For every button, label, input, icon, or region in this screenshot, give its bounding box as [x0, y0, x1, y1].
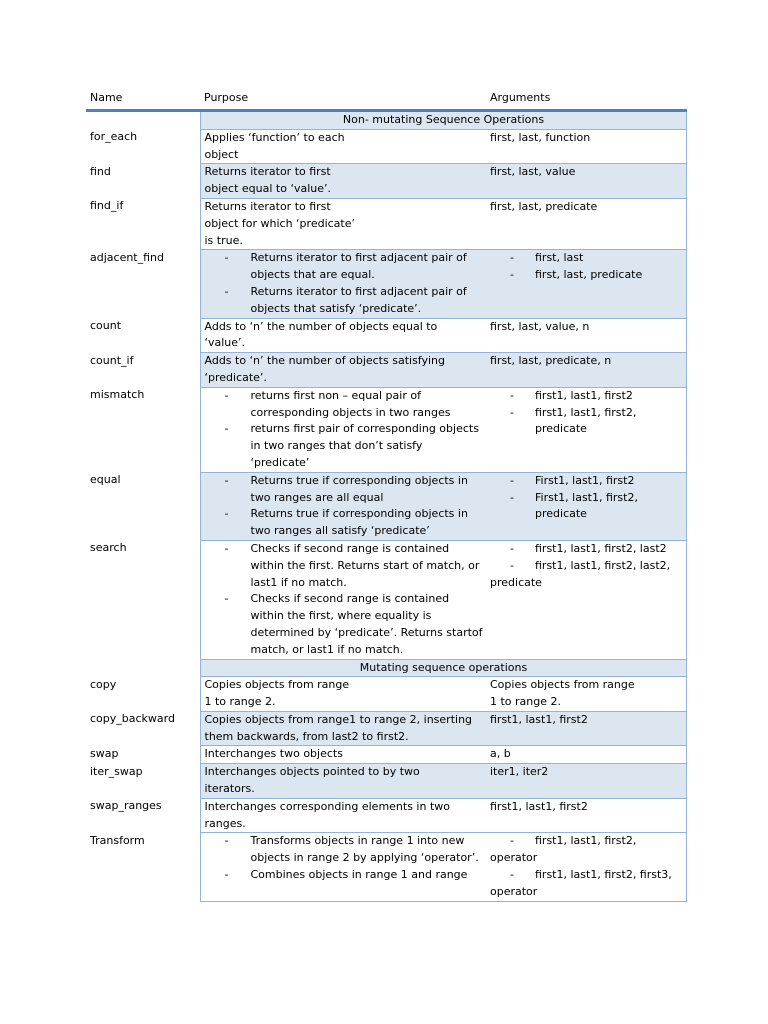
- section-title-non-mutating: Non- mutating Sequence Operations: [200, 111, 686, 130]
- row-name: for_each: [90, 130, 138, 144]
- arguments-list: [490, 867, 683, 884]
- purpose-list: [205, 473, 484, 540]
- row-arguments: [486, 387, 686, 472]
- argument-continuation: predicate: [490, 575, 542, 589]
- row-purpose: Adds to ‘n’ the number of objects satisfying ‘predicate’.: [200, 353, 486, 388]
- row-arguments: first, last, predicate: [486, 198, 686, 249]
- row-name: swap_ranges: [90, 799, 162, 813]
- table-row-equal: [86, 472, 686, 540]
- row-arguments: first1, last1, first2: [486, 711, 686, 746]
- row-arguments: [486, 250, 686, 318]
- row-name: adjacent_find: [90, 250, 165, 264]
- row-purpose: [200, 472, 486, 540]
- arguments-list: [490, 541, 683, 575]
- purpose-list: [205, 541, 484, 659]
- row-name: copy: [90, 677, 117, 691]
- section-row-mutating: [86, 659, 686, 677]
- document-page: [86, 90, 686, 902]
- purpose-list: [205, 250, 484, 317]
- row-purpose: [200, 250, 486, 318]
- header-purpose: Purpose: [200, 90, 486, 111]
- table-row-mismatch: [86, 387, 686, 472]
- table-row-transform: [86, 833, 686, 901]
- row-name: count: [90, 319, 122, 333]
- row-purpose: Interchanges corresponding elements in two ranges.: [200, 798, 486, 833]
- stl-algorithms-table: [86, 90, 687, 902]
- row-purpose: Applies ‘function’ to each object: [200, 129, 486, 164]
- row-name: search: [90, 541, 127, 555]
- list-item: - Returns true if corresponding objects in two ranges are all equal: [205, 473, 484, 507]
- list-item: - first1, last1, first2,: [490, 833, 683, 850]
- row-name: swap: [90, 746, 119, 760]
- table-header-row: [86, 90, 686, 111]
- row-name: iter_swap: [90, 764, 143, 778]
- list-item: - returns first pair of corresponding objects in two ranges that don’t satisfy ‘predicate’: [205, 421, 484, 471]
- header-arguments: Arguments: [486, 90, 686, 111]
- arguments-list: [490, 250, 683, 284]
- row-purpose: Interchanges two objects: [200, 746, 486, 764]
- row-name: count_if: [90, 353, 134, 367]
- row-name: copy_backward: [90, 712, 175, 726]
- argument-continuation: operator: [490, 851, 538, 865]
- list-item: - first1, last1, first2, last2,: [490, 558, 683, 575]
- row-arguments: [486, 472, 686, 540]
- row-arguments: iter1, iter2: [486, 764, 686, 799]
- row-name: Transform: [90, 833, 145, 847]
- list-item: - Returns iterator to first adjacent pair of objects that satisfy ‘predicate’.: [205, 284, 484, 318]
- table-row-swap-ranges: [86, 798, 686, 833]
- row-name: mismatch: [90, 388, 145, 402]
- table-row-search: [86, 540, 686, 659]
- list-item: - first1, last1, first2, predicate: [490, 405, 683, 439]
- table-row-copy: [86, 677, 686, 712]
- table-row-adjacent-find: [86, 250, 686, 318]
- argument-continuation: operator: [490, 884, 538, 898]
- section-row-non-mutating: [86, 111, 686, 130]
- list-item: - Transforms objects in range 1 into new objects in range 2 by applying ‘operator’.: [205, 833, 484, 867]
- arguments-list: [490, 388, 683, 438]
- row-name: find: [90, 164, 111, 178]
- purpose-list: [205, 388, 484, 472]
- list-item: - first1, last1, first2, first3,: [490, 867, 683, 884]
- row-arguments: first, last, value: [486, 164, 686, 199]
- arguments-list: [490, 833, 683, 850]
- row-arguments: Copies objects from range 1 to range 2.: [486, 677, 686, 712]
- table-row-find: [86, 164, 686, 199]
- list-item: - First1, last1, first2, predicate: [490, 490, 683, 524]
- list-item: - First1, last1, first2: [490, 473, 683, 490]
- row-purpose: Returns iterator to first object for which ‘predicate’ is true.: [200, 198, 486, 249]
- header-name: Name: [86, 90, 200, 111]
- row-purpose: Copies objects from range1 to range 2, inserting them backwards, from last2 to first2.: [200, 711, 486, 746]
- row-arguments: first, last, function: [486, 129, 686, 164]
- table-row-for-each: [86, 129, 686, 164]
- list-item: - Checks if second range is contained within the first, where equality is determined by ‘predicate’. Returns startof match, or last1 if no match.: [205, 591, 484, 658]
- table-row-find-if: [86, 198, 686, 249]
- list-item: - Checks if second range is contained within the first. Returns start of match, or last1 if no match.: [205, 541, 484, 591]
- list-item: - first, last: [490, 250, 683, 267]
- table-row-count-if: [86, 353, 686, 388]
- row-arguments: [486, 540, 686, 659]
- table-row-iter-swap: [86, 764, 686, 799]
- list-item: - first1, last1, first2: [490, 388, 683, 405]
- row-purpose: Returns iterator to first object equal to ‘value’.: [200, 164, 486, 199]
- arguments-list: [490, 473, 683, 523]
- purpose-list: [205, 833, 484, 883]
- row-arguments: first1, last1, first2: [486, 798, 686, 833]
- list-item: - Returns iterator to first adjacent pair of objects that are equal.: [205, 250, 484, 284]
- table-row-copy-backward: [86, 711, 686, 746]
- row-purpose: [200, 387, 486, 472]
- row-purpose: [200, 540, 486, 659]
- row-purpose: [200, 833, 486, 901]
- table-row-count: [86, 318, 686, 353]
- list-item: - returns first non – equal pair of corresponding objects in two ranges: [205, 388, 484, 422]
- list-item: - first1, last1, first2, last2: [490, 541, 683, 558]
- row-name: find_if: [90, 199, 124, 213]
- row-purpose: Copies objects from range 1 to range 2.: [200, 677, 486, 712]
- row-purpose: Adds to ‘n’ the number of objects equal to ‘value’.: [200, 318, 486, 353]
- row-arguments: [486, 833, 686, 901]
- table-row-swap: [86, 746, 686, 764]
- row-arguments: first, last, value, n: [486, 318, 686, 353]
- list-item: - Combines objects in range 1 and range: [205, 867, 484, 884]
- list-item: - first, last, predicate: [490, 267, 683, 284]
- row-arguments: a, b: [486, 746, 686, 764]
- list-item: - Returns true if corresponding objects in two ranges all satisfy ‘predicate’: [205, 506, 484, 540]
- row-arguments: first, last, predicate, n: [486, 353, 686, 388]
- row-purpose: Interchanges objects pointed to by two iterators.: [200, 764, 486, 799]
- row-name: equal: [90, 473, 121, 487]
- section-title-mutating: Mutating sequence operations: [200, 659, 686, 677]
